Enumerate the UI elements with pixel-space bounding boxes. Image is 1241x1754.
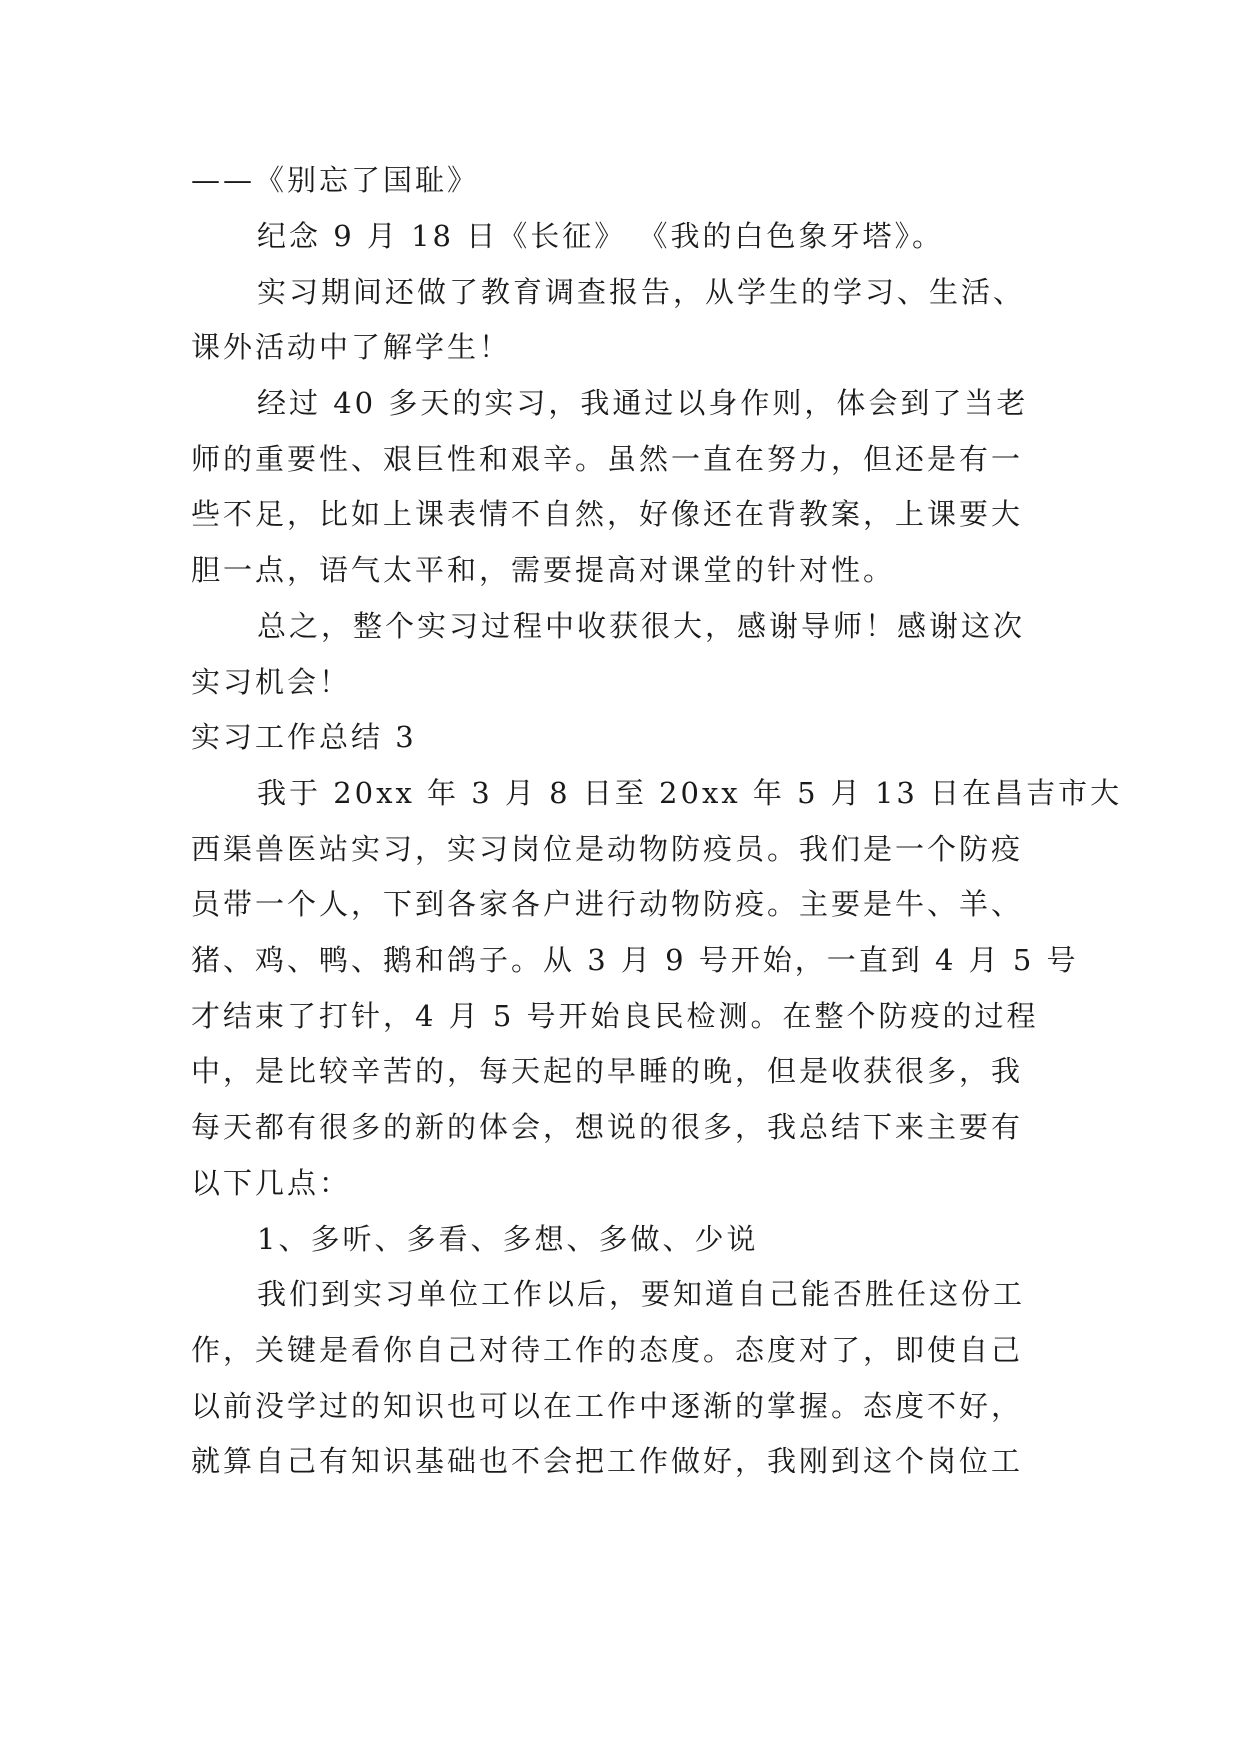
- list-item-heading: 1、多听、多看、多想、多做、少说: [257, 1222, 759, 1256]
- text-line: 实习机会！: [191, 665, 352, 699]
- text-line: 实习期间还做了教育调查报告，从学生的学习、生活、: [257, 275, 1026, 309]
- text-line: 纪念 9 月 18 日《长征》 《我的白色象牙塔》。: [257, 219, 944, 253]
- text-line: 中，是比较辛苦的，每天起的早睡的晚，但是收获很多，我: [191, 1054, 1024, 1088]
- text-line: 以下几点：: [191, 1166, 352, 1200]
- text-line: 员带一个人，下到各家各户进行动物防疫。主要是牛、羊、: [191, 887, 1024, 921]
- text-line: 我于 20xx 年 3 月 8 日至 20xx 年 5 月 13 日在昌吉市大: [257, 776, 1123, 810]
- text-line: ——《别忘了国耻》: [191, 163, 480, 197]
- text-line: 才结束了打针，4 月 5 号开始良民检测。在整个防疫的过程: [191, 999, 1039, 1033]
- text-line: 师的重要性、艰巨性和艰辛。虽然一直在努力，但还是有一: [191, 442, 1024, 476]
- text-line: 以前没学过的知识也可以在工作中逐渐的掌握。态度不好，: [191, 1389, 1024, 1423]
- text-line: 就算自己有知识基础也不会把工作做好，我刚到这个岗位工: [191, 1444, 1024, 1478]
- text-line: 总之，整个实习过程中收获很大，感谢导师！感谢这次: [257, 609, 1026, 643]
- text-line: 经过 40 多天的实习，我通过以身作则，体会到了当老: [257, 386, 1029, 420]
- text-line: 些不足，比如上课表情不自然，好像还在背教案，上课要大: [191, 497, 1024, 531]
- text-line: 作，关键是看你自己对待工作的态度。态度对了，即使自己: [191, 1333, 1024, 1367]
- text-line: 猪、鸡、鸭、鹅和鸽子。从 3 月 9 号开始，一直到 4 月 5 号: [191, 943, 1079, 977]
- text-line: 每天都有很多的新的体会，想说的很多，我总结下来主要有: [191, 1110, 1024, 1144]
- section-heading: 实习工作总结 3: [191, 720, 417, 754]
- text-line: 我们到实习单位工作以后，要知道自己能否胜任这份工: [257, 1277, 1026, 1311]
- text-line: 西渠兽医站实习，实习岗位是动物防疫员。我们是一个防疫: [191, 832, 1024, 866]
- text-line: 课外活动中了解学生！: [191, 330, 512, 364]
- text-line: 胆一点，语气太平和，需要提高对课堂的针对性。: [191, 553, 896, 587]
